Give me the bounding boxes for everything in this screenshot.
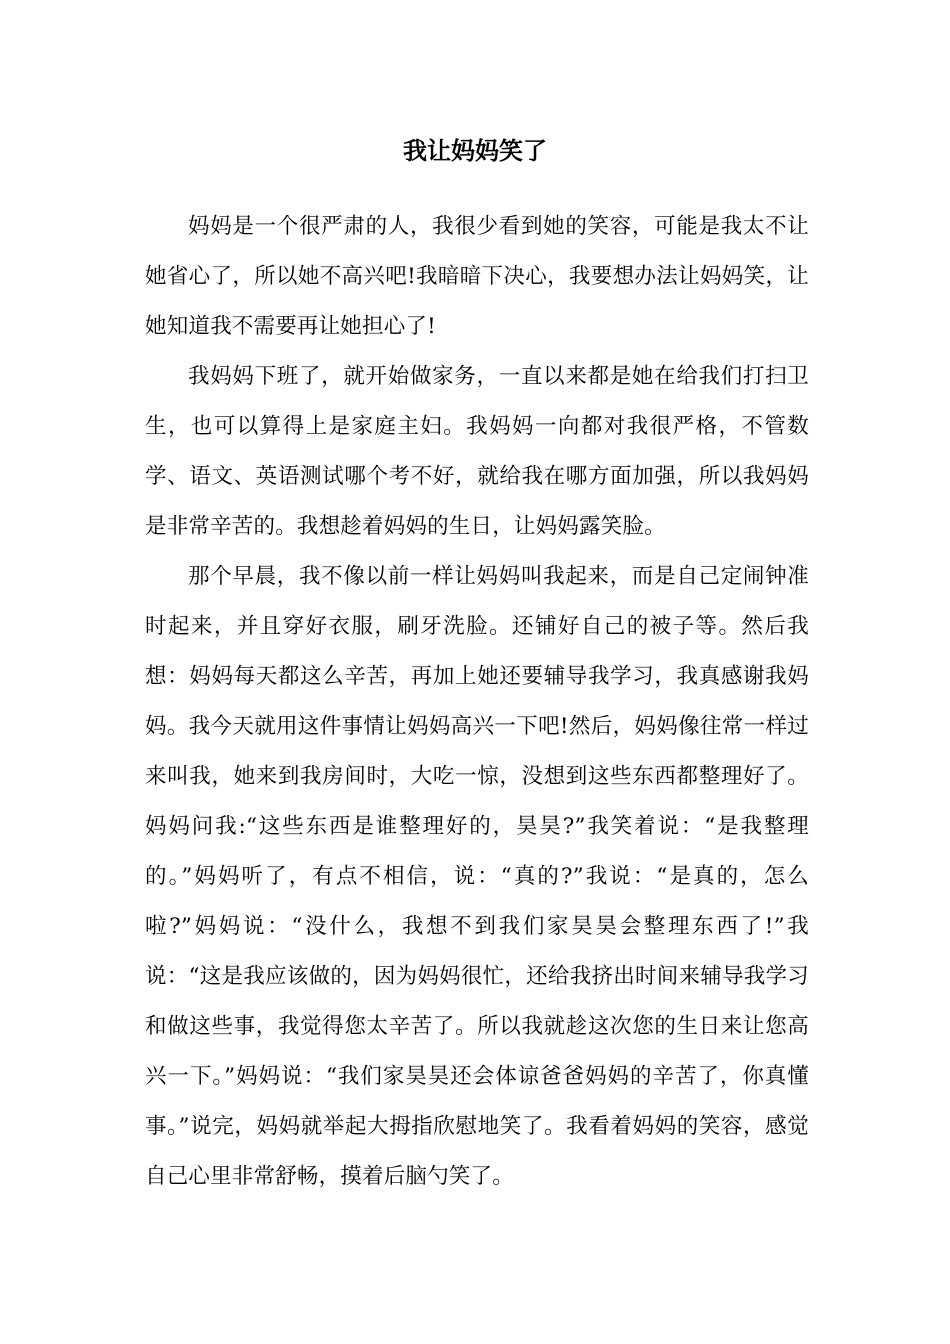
paragraph-1: 妈妈是一个很严肃的人，我很少看到她的笑容，可能是我太不让她省心了，所以她不高兴吧!我暗暗下决心，我要想办法让妈妈笑，让她知道我不需要再让她担心了!	[145, 214, 809, 339]
document-body	[145, 202, 809, 1202]
paragraph-2: 我妈妈下班了，就开始做家务，一直以来都是她在给我们打扫卫生，也可以算得上是家庭主妇。我妈妈一向都对我很严格，不管数学、语文、英语测试哪个考不好，就给我在哪方面加强，所以我妈妈是非常辛苦的。我想趁着妈妈的生日，让妈妈露笑脸。	[145, 364, 809, 539]
paragraph-3: 那个早晨，我不像以前一样让妈妈叫我起来，而是自己定闹钟准时起来，并且穿好衣服，刷牙洗脸。还铺好自己的被子等。然后我想：妈妈每天都这么辛苦，再加上她还要辅导我学习，我真感谢我妈妈。我今天就用这件事情让妈妈高兴一下吧!然后，妈妈像往常一样过来叫我，她来到我房间时，大吃一惊，没想到这些东西都整理好了。妈妈问我:“这些东西是谁整理好的，昊昊?”我笑着说：“是我整理的。”妈妈听了，有点不相信，说：“真的?”我说：“是真的，怎么啦?”妈妈说：“没什么，我想不到我们家昊昊会整理东西了!”我说：“这是我应该做的，因为妈妈很忙，还给我挤出时间来辅导我学习和做这些事，我觉得您太辛苦了。所以我就趁这次您的生日来让您高兴一下。”妈妈说：“我们家昊昊还会体谅爸爸妈妈的辛苦了，你真懂事。”说完，妈妈就举起大拇指欣慰地笑了。我看着妈妈的笑容，感觉自己心里非常舒畅，摸着后脑勺笑了。	[145, 564, 809, 1189]
document-title: 我让妈妈笑了	[403, 137, 547, 165]
